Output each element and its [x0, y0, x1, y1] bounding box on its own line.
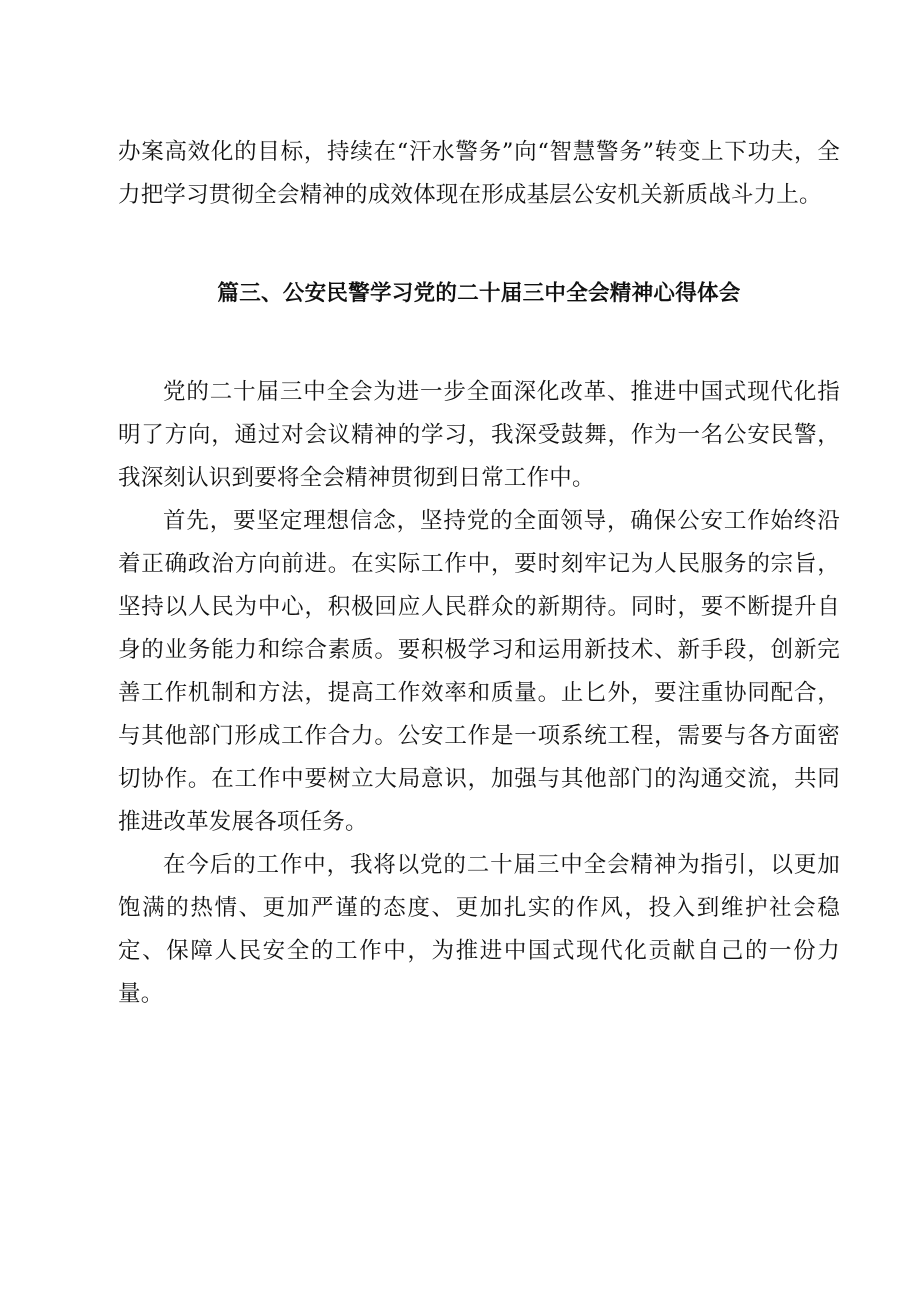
body-paragraph-1: 党的二十届三中全会为进一步全面深化改革、推进中国式现代化指明了方向，通过对会议精神的学习，我深受鼓舞，作为一名公安民警，我深刻认识到要将全会精神贯彻到日常工作中。 — [118, 379, 840, 491]
document-body — [118, 131, 840, 1016]
continuation-paragraph: 办案高效化的目标，持续在“汗水警务”向“智慧警务”转变上下功夫，全力把学习贯彻全会精神的成效体现在形成基层公安机关新质战斗力上。 — [118, 139, 840, 208]
section-title: 篇三、公安民警学习党的二十届三中全会精神心得体会 — [217, 281, 741, 306]
body-paragraph-2: 首先，要坚定理想信念，坚持党的全面领导，确保公安工作始终沿着正确政治方向前进。在实际工作中，要时刻牢记为人民服务的宗旨，坚持以人民为中心，积极回应人民群众的新期待。同时，要不断提升自身的业务能力和综合素质。要积极学习和运用新技术、新手段，创新完善工作机制和方法，提高工作效率和质量。止匕外，要注重协同配合，与其他部门形成工作合力。公安工作是一项系统工程，需要与各方面密切协作。在工作中要树立大局意识，加强与其他部门的沟通交流，共同推进改革发展各项任务。 — [118, 508, 840, 835]
body-paragraph-3: 在今后的工作中，我将以党的二十届三中全会精神为指引，以更加饱满的热情、更加严谨的态度、更加扎实的作风，投入到维护社会稳定、保障人民安全的工作中，为推进中国式现代化贡献自己的一份力量。 — [118, 852, 840, 1007]
